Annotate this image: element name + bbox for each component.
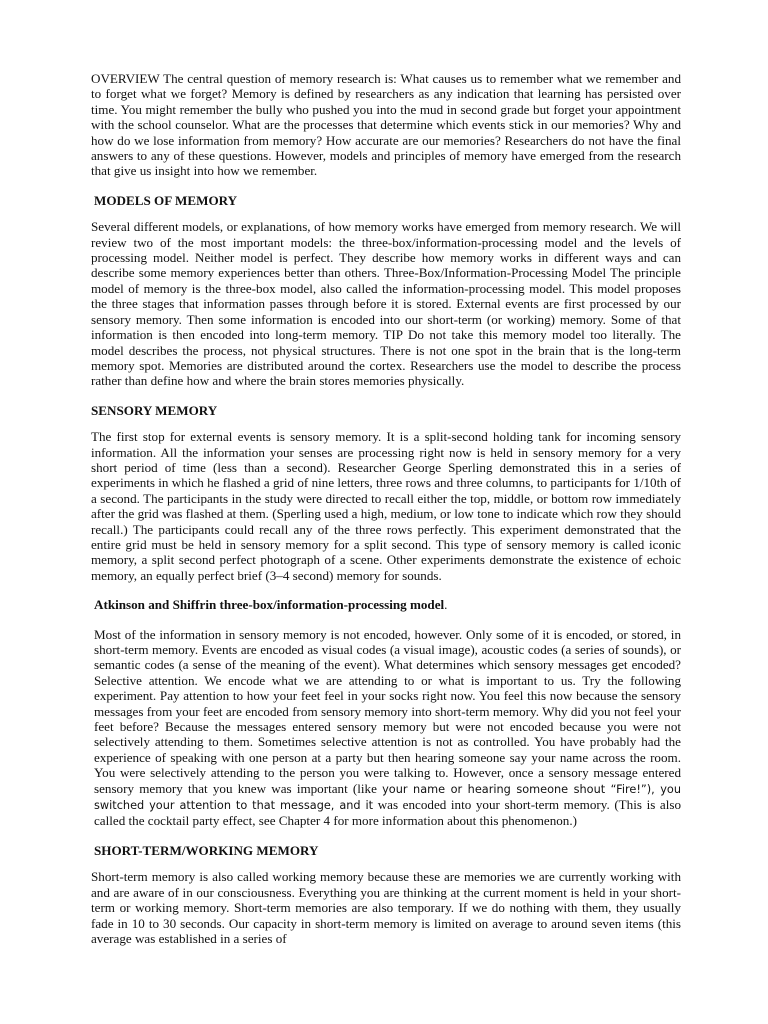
- atkinson-shiffrin-caption-text: Atkinson and Shiffrin three-box/information-processing model: [94, 597, 445, 613]
- short-term-memory-paragraph: Short-term memory is also called working memory because these are memories we are currently working with and are aware of in our consciousness. Everything you are thinking at the current moment is held in your short-term or working memory. Short-term memories are also temporary. If we do nothing with them, they usually fade in 10 to 30 seconds. Our capacity in short-term memory is limited on average to around seven items (this average was established in a series of: [91, 869, 681, 946]
- atkinson-shiffrin-caption-period: .: [444, 597, 448, 613]
- models-of-memory-paragraph: Several different models, or explanations, of how memory works have emerged from memory research. We will review two of the most important models: the three-box/information-processing model and the levels of processing model. Neither model is perfect. They describe how memory works in different ways and can describe some memory experiences better than others. Three-Box/Information-Processing Model The principle model of memory is the three-box model, also called the information-processing model. This model proposes the three stages that information passes through before it is stored. External events are first processed by our sensory memory. Then some information is encoded into our short-term (or working) memory. Some of that information is then encoded into long-term memory. TIP Do not take this memory model too literally. The model describes the process, not physical structures. There is not one spot in the brain that is the long-term memory spot. Memories are distributed around the cortex. Researchers use the model to describe the process rather than define how and where the brain stores memories physically.: [91, 219, 681, 389]
- short-term-memory-heading: SHORT-TERM/WORKING MEMORY: [94, 842, 319, 858]
- atkinson-shiffrin-caption: [91, 597, 681, 612]
- sensory-memory-heading: SENSORY MEMORY: [91, 402, 218, 418]
- encoding-paragraph-part3: was encoded into your short-term memory. (This is also called the cocktail party effect, see Chapter 4 for more information about this phenomenon.): [94, 797, 682, 829]
- encoding-paragraph-part1: Most of the information in sensory memory is not encoded, however. Only some of it is encoded, or stored, in short-term memory. Events are encoded as visual codes (a visual image), acoustic codes (a series of sounds), or semantic codes (a sense of the meaning of the event). What determines which sensory messages get encoded? Selective attention. We encode what we are attending to or what is important to us. Try the following experiment. Pay attention to how your feet feel in your socks right now. You feel this now because the sensory messages from your feet are encoded from sensory memory into short-term memory. Why did you not feel your feet before? Because the messages entered sensory memory but were not encoded because you were not selectively attending to them. Sometimes selective attention is not as controlled. You have probably had the experience of speaking with one person at a party but then hearing someone say your name across the room. You were selectively attending to the person you were talking to. However, once a sensory message entered sensory memory that you knew was important (like: [94, 626, 681, 796]
- encoding-paragraph: [91, 627, 681, 829]
- encoding-paragraph-part2: your name or hearing someone shout “Fire!”), you switched your attention to that message, and it: [94, 782, 681, 813]
- models-of-memory-heading: MODELS OF MEMORY: [94, 192, 238, 208]
- sensory-memory-paragraph: The first stop for external events is sensory memory. It is a split-second holding tank for incoming sensory information. All the information your senses are processing right now is held in sensory memory for a very short period of time (less than a second). Researcher George Sperling demonstrated this in a series of experiments in which he flashed a grid of nine letters, three rows and three columns, to participants for 1/10th of a second. The participants in the study were directed to recall either the top, middle, or bottom row immediately after the grid was flashed at them. (Sperling used a high, medium, or low tone to indicate which row they should recall.) The participants could recall any of the three rows perfectly. This experiment demonstrated that the entire grid must be held in sensory memory for a split second. This type of sensory memory is called iconic memory, a split second perfect photograph of a scene. Other experiments demonstrate the existence of echoic memory, an equally perfect brief (3–4 second) memory for sounds.: [91, 429, 681, 583]
- overview-paragraph: OVERVIEW The central question of memory research is: What causes us to remember what we remember and to forget what we forget? Memory is defined by researchers as any indication that learning has persisted over time. You might remember the bully who pushed you into the mud in second grade but forget your appointment with the school counselor. What are the processes that determine which events stick in our memories? Why and how do we lose information from memory? How accurate are our memories? Researchers do not have the final answers to any of these questions. However, models and principles of memory have emerged from the research that give us insight into how we remember.: [91, 71, 681, 179]
